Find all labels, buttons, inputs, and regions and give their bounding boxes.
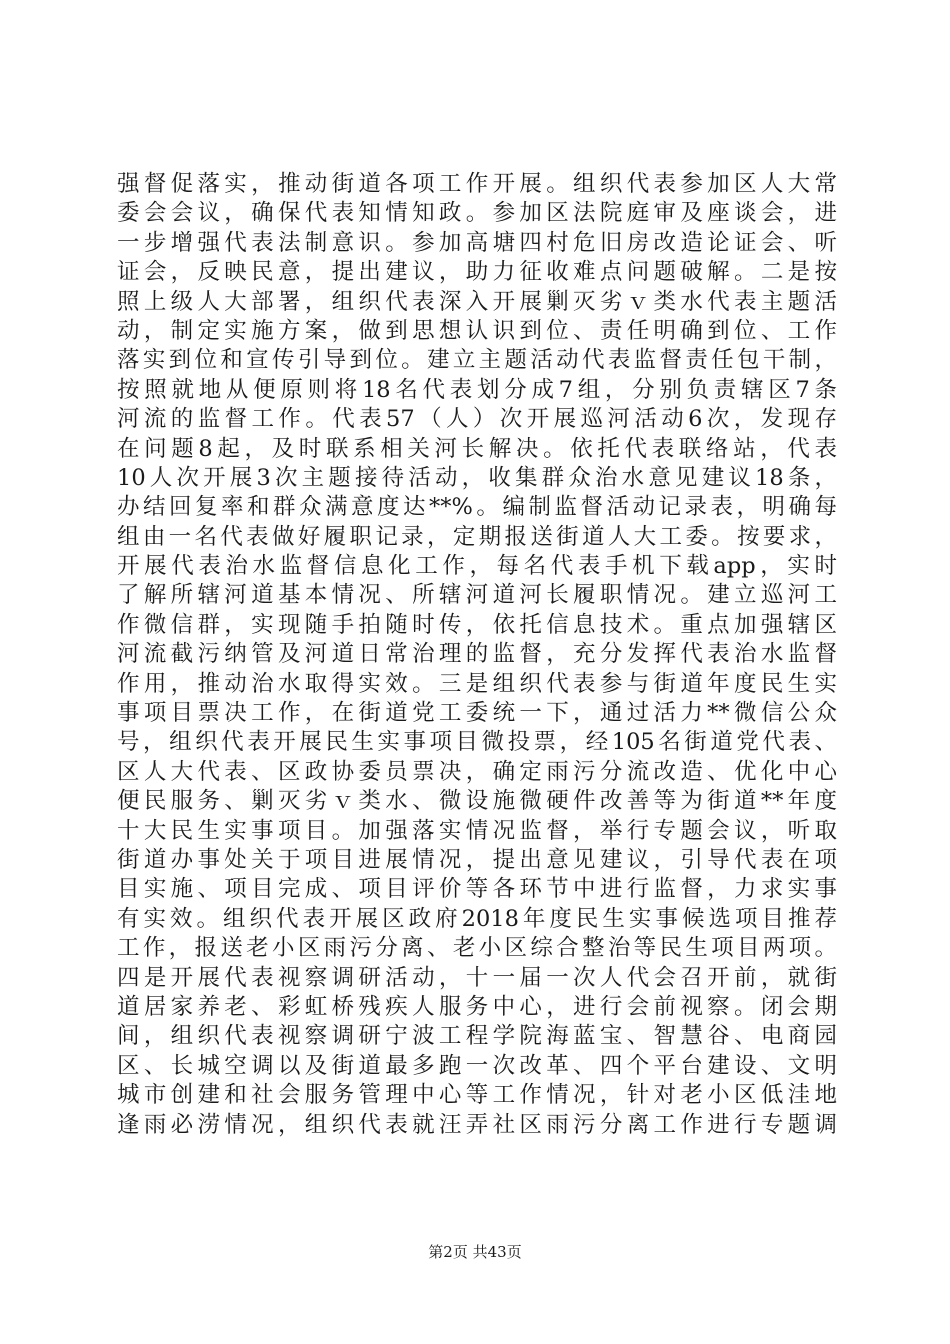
text-line: 号，组织代表开展民生实事项目微投票，经105名街道党代表、 bbox=[117, 729, 837, 756]
text-line: 十大民生实事项目。加强落实情况监督，举行专题会议，听取 bbox=[117, 817, 837, 844]
text-line: 区、长城空调以及街道最多跑一次改革、四个平台建设、文明 bbox=[117, 1052, 837, 1079]
text-line: 证会，反映民意，提出建议，助力征收难点问题破解。二是按 bbox=[117, 259, 837, 286]
text-line: 街道办事处关于项目进展情况，提出意见建议，引导代表在项 bbox=[117, 846, 837, 873]
text-line: 道居家养老、彩虹桥残疾人服务中心，进行会前视察。闭会期 bbox=[117, 993, 837, 1020]
text-line: 按照就地从便原则将18名代表划分成7组，分别负责辖区7条 bbox=[117, 376, 837, 403]
text-line: 办结回复率和群众满意度达**%。编制监督活动记录表，明确每 bbox=[117, 494, 837, 521]
text-line: 区人大代表、区政协委员票决，确定雨污分流改造、优化中心 bbox=[117, 758, 837, 785]
text-line: 河流的监督工作。代表57（人）次开展巡河活动6次，发现存 bbox=[117, 406, 837, 433]
text-line: 了解所辖河道基本情况、所辖河道河长履职情况。建立巡河工 bbox=[117, 582, 837, 609]
text-line: 事项目票决工作，在街道党工委统一下，通过活力**微信公众 bbox=[117, 700, 837, 727]
text-line: 工作，报送老小区雨污分离、老小区综合整治等民生项目两项。 bbox=[117, 935, 837, 962]
text-line: 落实到位和宣传引导到位。建立主题活动代表监督责任包干制， bbox=[117, 347, 837, 374]
text-line: 城市创建和社会服务管理中心等工作情况，针对老小区低洼地 bbox=[117, 1082, 837, 1109]
text-line: 动，制定实施方案，做到思想认识到位、责任明确到位、工作 bbox=[117, 317, 837, 344]
text-line: 开展代表治水监督信息化工作，每名代表手机下载app，实时 bbox=[117, 553, 837, 580]
text-line: 四是开展代表视察调研活动，十一届一次人代会召开前，就街 bbox=[117, 964, 837, 991]
text-line: 间，组织代表视察调研宁波工程学院海蓝宝、智慧谷、电商园 bbox=[117, 1023, 837, 1050]
text-line: 强督促落实，推动街道各项工作开展。组织代表参加区人大常 bbox=[117, 171, 837, 197]
text-line: 在问题8起，及时联系相关河长解决。依托代表联络站，代表 bbox=[117, 435, 837, 462]
text-line: 组由一名代表做好履职记录，定期报送街道人大工委。按要求， bbox=[117, 523, 837, 550]
text-line: 委会会议，确保代表知情知政。参加区法院庭审及座谈会，进 bbox=[117, 200, 837, 227]
text-line: 照上级人大部署，组织代表深入开展剿灭劣ｖ类水代表主题活 bbox=[117, 288, 837, 315]
page-footer: 第2页 共43页 bbox=[428, 1243, 522, 1261]
text-line: 作微信群，实现随手拍随时传，依托信息技术。重点加强辖区 bbox=[117, 611, 837, 638]
text-line: 目实施、项目完成、项目评价等各环节中进行监督，力求实事 bbox=[117, 876, 837, 903]
text-line: 河流截污纳管及河道日常治理的监督，充分发挥代表治水监督 bbox=[117, 641, 837, 668]
text-line: 一步增强代表法制意识。参加高塘四村危旧房改造论证会、听 bbox=[117, 229, 837, 256]
text-line: 便民服务、剿灭劣ｖ类水、微设施微硬件改善等为街道**年度 bbox=[117, 788, 837, 815]
text-line: 有实效。组织代表开展区政府2018年度民生实事候选项目推荐 bbox=[117, 905, 837, 932]
text-line: 作用，推动治水取得实效。三是组织代表参与街道年度民生实 bbox=[117, 670, 837, 697]
body-text bbox=[117, 170, 837, 1140]
text-line: 10人次开展3次主题接待活动，收集群众治水意见建议18条， bbox=[117, 464, 837, 491]
text-line: 逢雨必涝情况，组织代表就汪弄社区雨污分离工作进行专题调 bbox=[117, 1111, 837, 1138]
